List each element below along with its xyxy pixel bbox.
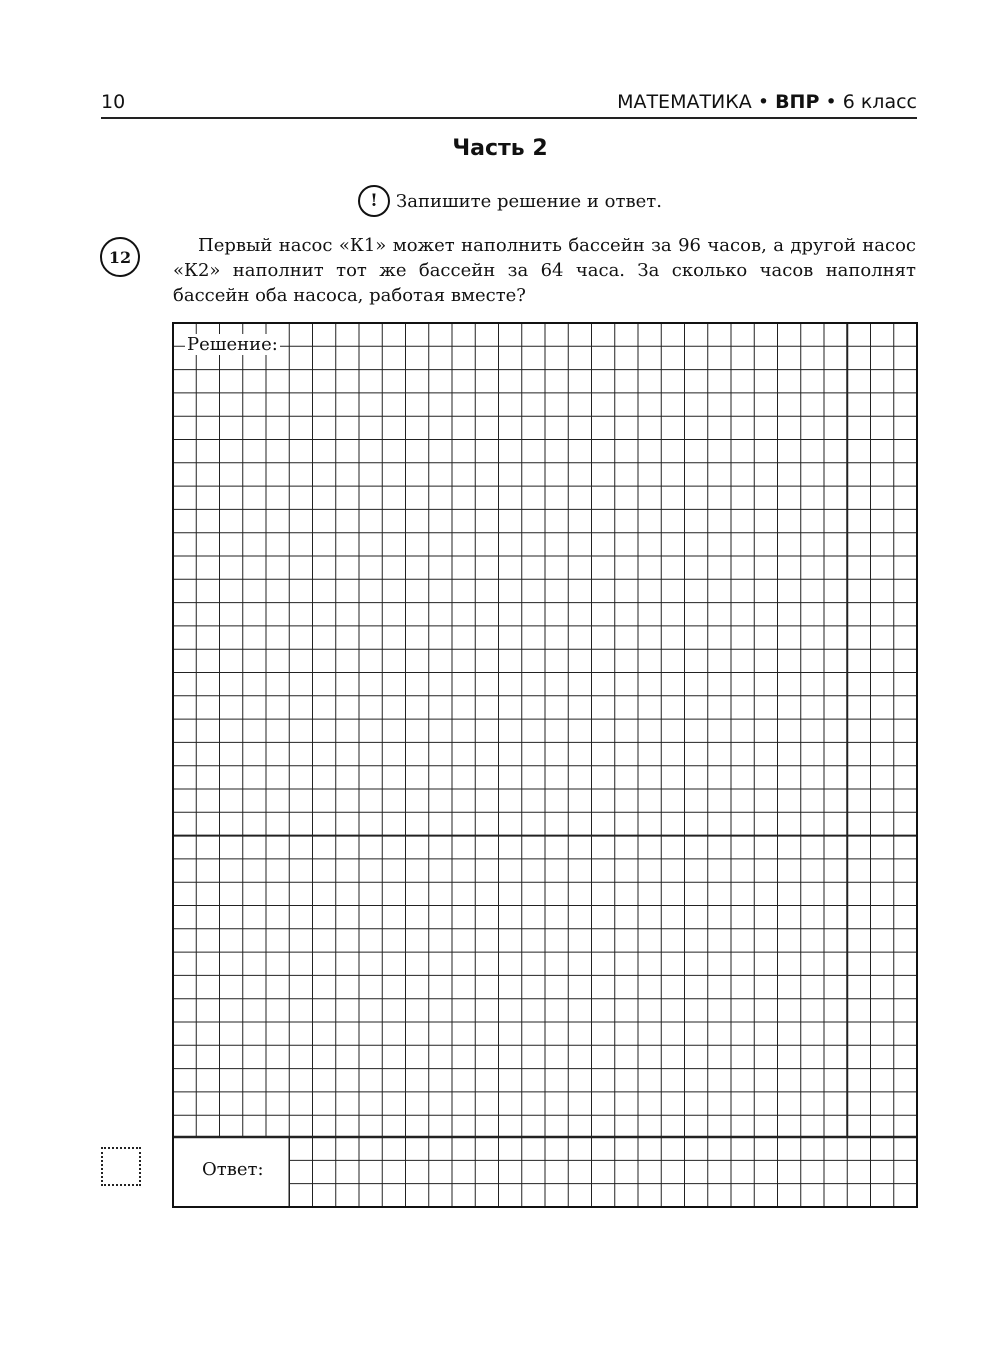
task-text: Первый насос «К1» может наполнить бассейн за 96 часов, а другой насос «К2» наполнит тот же бассейн за 64 часа. За сколько часов наполнят бассейн оба насоса, работая вместе? [173,235,916,306]
page-number: 10 [101,91,126,113]
part-title: Часть 2 [452,136,548,161]
grade-label: 6 класс [842,91,917,113]
separator-dot: • [757,91,770,113]
answer-label: Ответ: [202,1159,264,1180]
subject-name: МАТЕМАТИКА [617,91,752,113]
separator-dot: • [825,91,837,113]
task-number-badge: 12 [100,237,140,277]
exam-name: ВПР [775,91,820,113]
solution-label: Решение: [187,334,278,355]
exclamation-icon: ! [358,185,390,217]
instruction-text: Запишите решение и ответ. [396,190,662,212]
